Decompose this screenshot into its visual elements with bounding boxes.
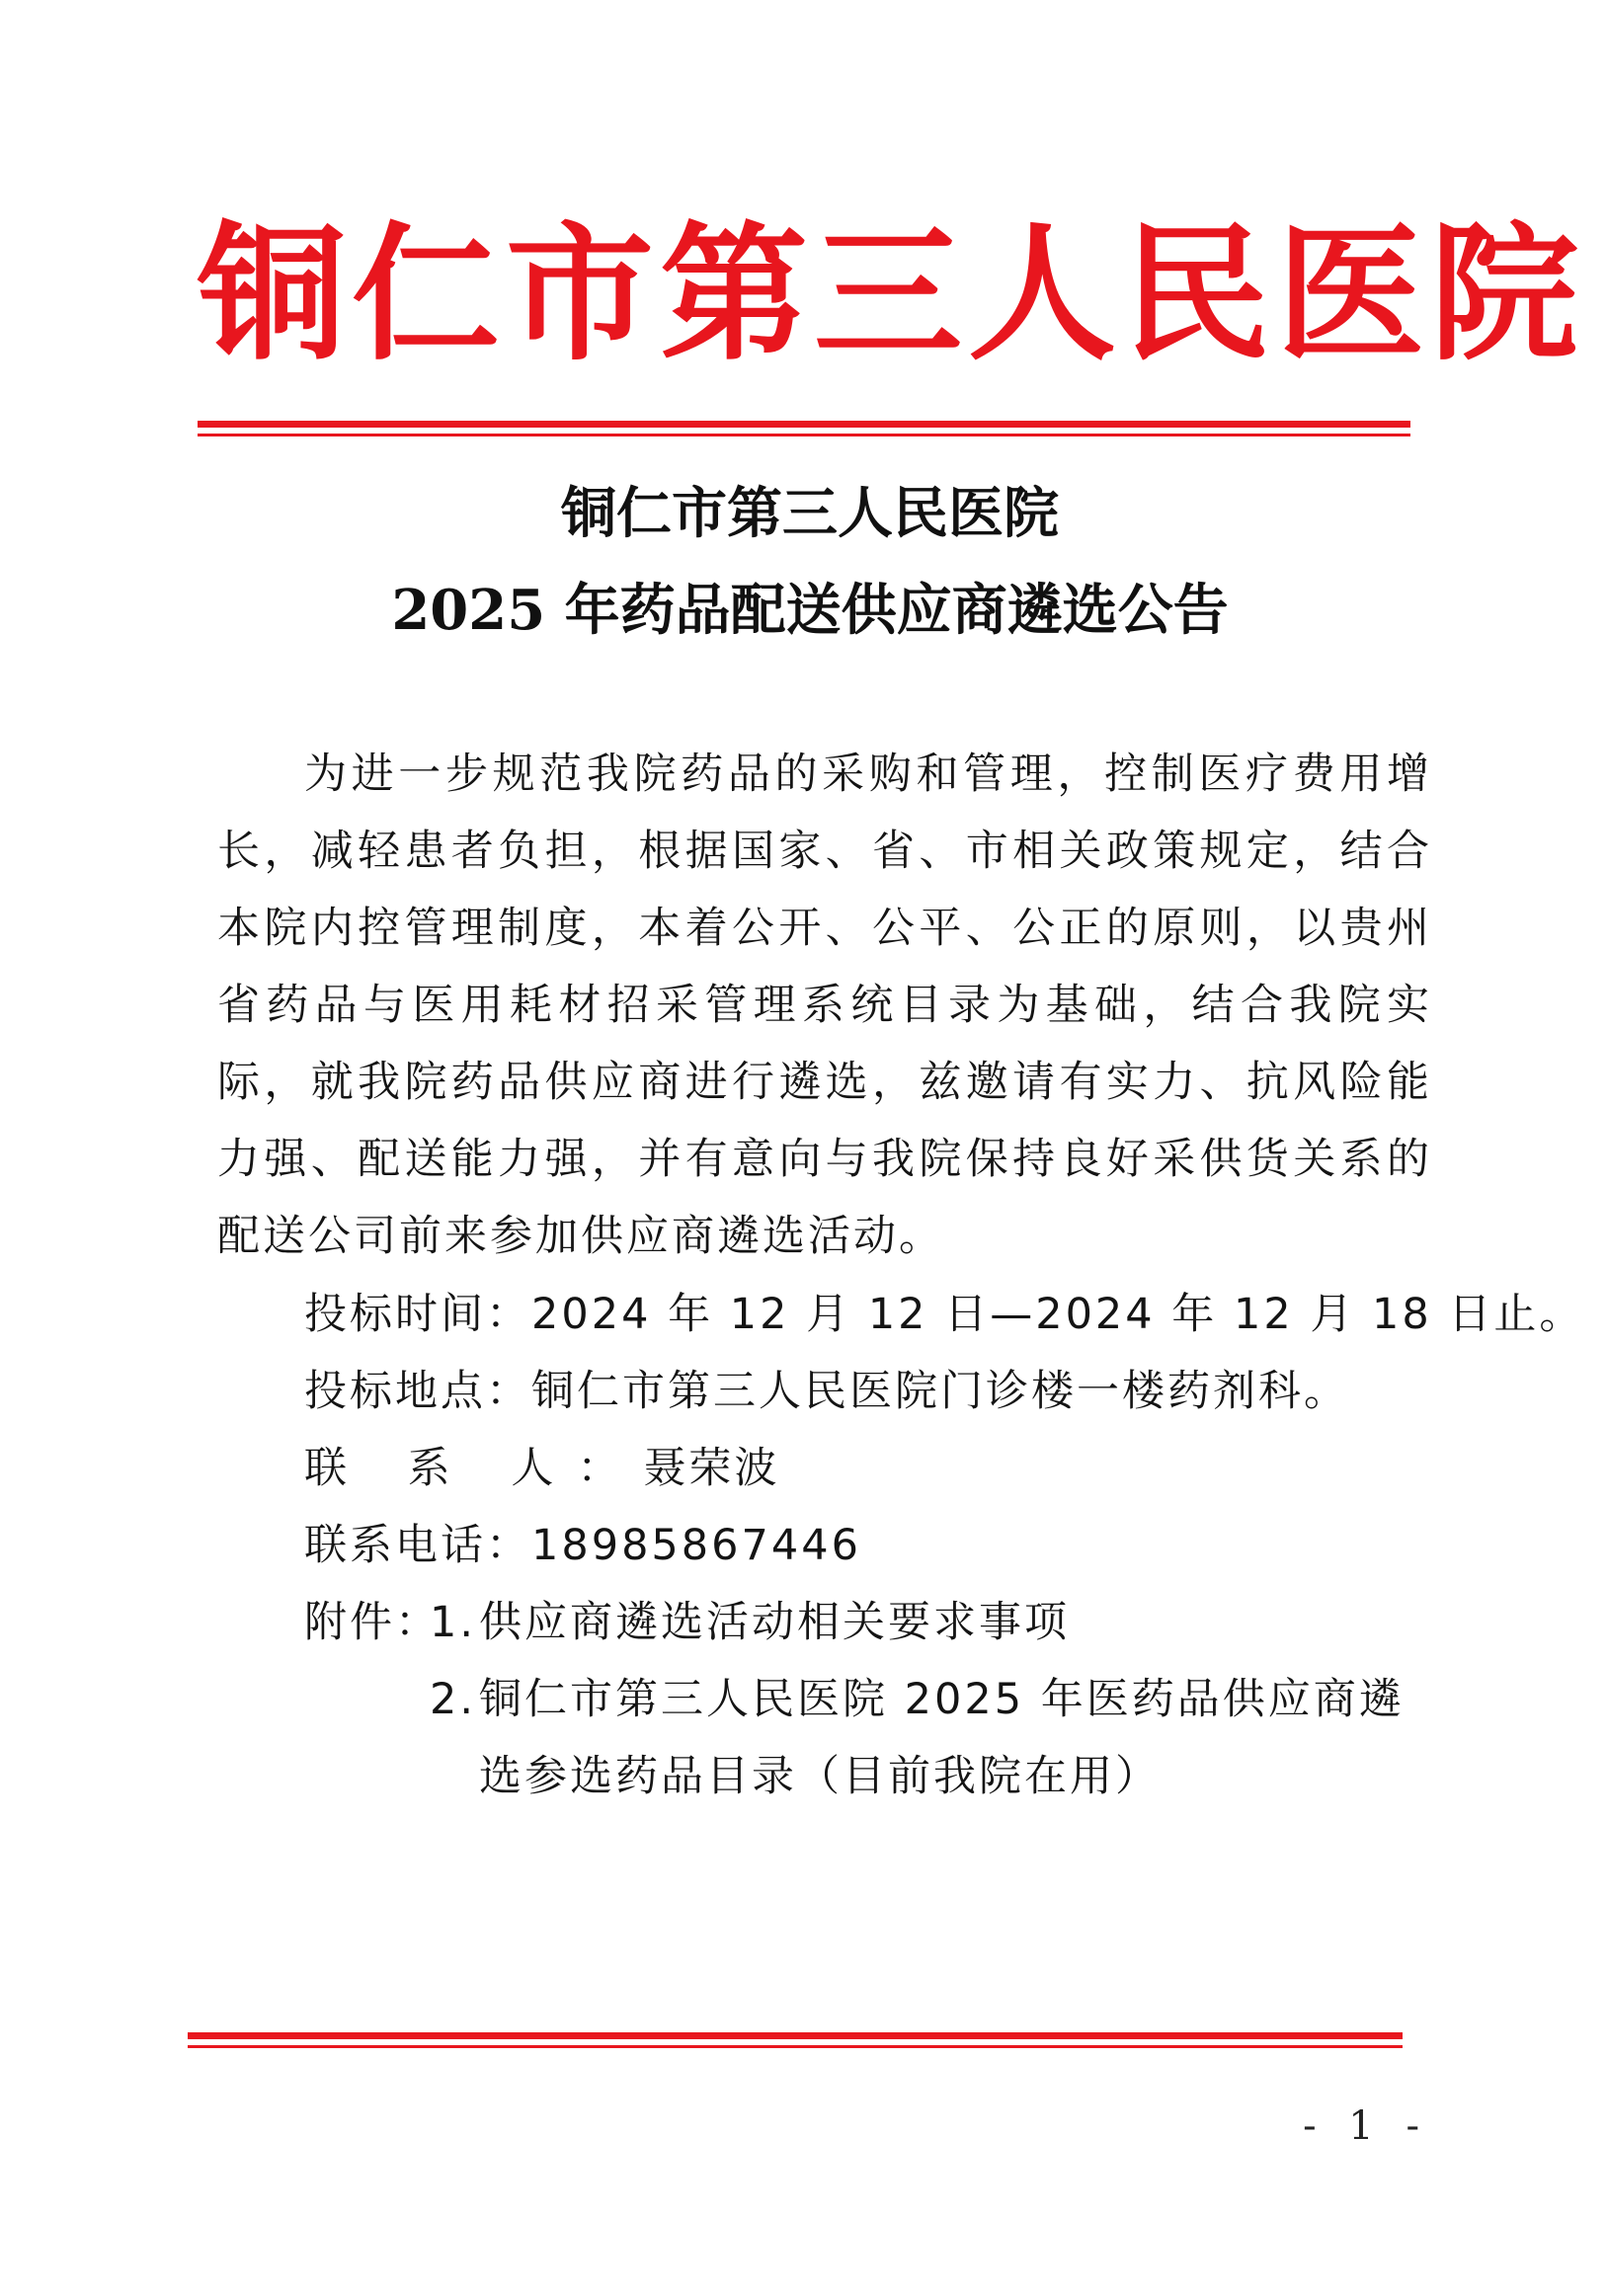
footer-rule-bottom xyxy=(188,2045,1403,2048)
bid-time-label: 投标时间： xyxy=(304,1290,531,1339)
phone-line xyxy=(304,1507,1430,1584)
attachment-label: 附件： xyxy=(304,1598,441,1647)
phone-value: 18985867446 xyxy=(531,1521,861,1570)
title-line-1: 铜仁市第三人民医院 xyxy=(561,481,1059,546)
contact-line xyxy=(304,1430,1430,1507)
attachment-text: 铜仁市第三人民医院 2025 年医药品供应商遴选参选药品目录（目前我院在用） xyxy=(479,1675,1405,1801)
attachment-item xyxy=(430,1661,1432,1815)
bid-time-value: 2024 年 12 月 12 日—2024 年 12 月 18 日止。 xyxy=(531,1290,1585,1339)
phone-label: 联系电话： xyxy=(304,1521,531,1570)
footer-rule-top xyxy=(188,2032,1403,2039)
attachment-item xyxy=(430,1584,1432,1661)
contact-value: 聂荣波 xyxy=(643,1444,780,1493)
attachment-text: 供应商遴选活动相关要求事项 xyxy=(479,1598,1070,1647)
masthead-title: 铜仁市第三人民医院 xyxy=(198,207,1585,381)
bid-time-line xyxy=(304,1276,1585,1353)
attachment-number: 2. xyxy=(430,1675,477,1724)
attachment-number: 1. xyxy=(430,1598,477,1647)
title-line-2: 2025 年药品配送供应商遴选公告 xyxy=(391,578,1229,643)
bid-place-label: 投标地点： xyxy=(304,1367,531,1416)
page-number: - 1 - xyxy=(1303,2103,1429,2149)
masthead-rule-top xyxy=(198,421,1410,428)
masthead-rule-bottom xyxy=(198,434,1410,436)
contact-label: 联 系 人： xyxy=(304,1444,644,1493)
bid-place-value: 铜仁市第三人民医院门诊楼一楼药剂科。 xyxy=(531,1367,1349,1416)
bid-place-line xyxy=(304,1353,1430,1430)
intro-paragraph: 为进一步规范我院药品的采购和管理，控制医疗费用增长，减轻患者负担，根据国家、省、市相关政策规定，结合本院内控管理制度，本着公开、公平、公正的原则，以贵州省药品与医用耗材招采管理系统目录为基础，结合我院实际，就我院药品供应商进行遴选，兹邀请有实力、抗风险能力强、配送能力强，并有意向与我院保持良好采供货关系的配送公司前来参加供应商遴选活动。 xyxy=(217,750,1432,1261)
